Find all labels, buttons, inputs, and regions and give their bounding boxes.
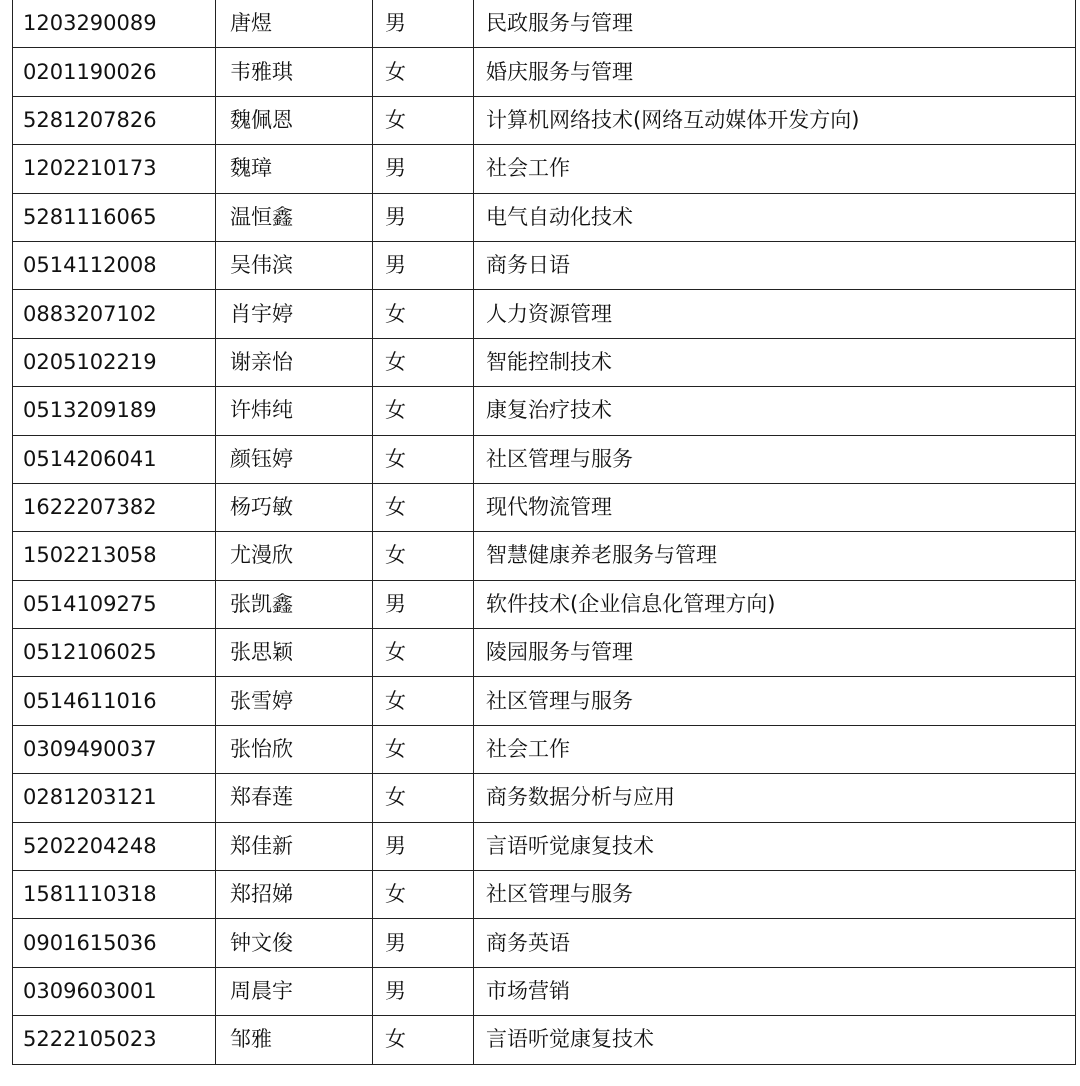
major-cell: 电气自动化技术 [474,193,1076,241]
gender-cell: 女 [373,387,474,435]
major-cell: 商务英语 [474,919,1076,967]
student-name-cell: 邹雅 [216,1016,373,1064]
table-row [13,435,1076,483]
gender-cell: 女 [373,290,474,338]
student-name-cell: 唐煜 [216,0,373,48]
gender-cell: 男 [373,580,474,628]
table-row [13,290,1076,338]
major-cell: 智慧健康养老服务与管理 [474,532,1076,580]
student-name-cell: 肖宇婷 [216,290,373,338]
table-row [13,241,1076,289]
student-id-cell: 0514112008 [13,241,216,289]
student-id-cell: 1502213058 [13,532,216,580]
table-row [13,145,1076,193]
major-cell: 商务日语 [474,241,1076,289]
table-row [13,193,1076,241]
student-name-cell: 尤漫欣 [216,532,373,580]
student-id-cell: 1202210173 [13,145,216,193]
table-row [13,48,1076,96]
student-name-cell: 张思颖 [216,629,373,677]
student-id-cell: 0512106025 [13,629,216,677]
gender-cell: 男 [373,967,474,1015]
student-id-cell: 0901615036 [13,919,216,967]
student-id-cell: 1581110318 [13,871,216,919]
student-name-cell: 张凯鑫 [216,580,373,628]
table-row [13,774,1076,822]
major-cell: 社会工作 [474,145,1076,193]
gender-cell: 女 [373,532,474,580]
student-name-cell: 颜钰婷 [216,435,373,483]
major-cell: 社会工作 [474,725,1076,773]
student-table-body [13,0,1076,1064]
gender-cell: 女 [373,629,474,677]
student-name-cell: 许炜纯 [216,387,373,435]
gender-cell: 女 [373,96,474,144]
gender-cell: 男 [373,919,474,967]
table-row [13,532,1076,580]
student-id-cell: 0309490037 [13,725,216,773]
table-row [13,822,1076,870]
major-cell: 软件技术(企业信息化管理方向) [474,580,1076,628]
major-cell: 市场营销 [474,967,1076,1015]
student-id-cell: 0514109275 [13,580,216,628]
student-name-cell: 谢亲怡 [216,338,373,386]
major-cell: 婚庆服务与管理 [474,48,1076,96]
gender-cell: 女 [373,774,474,822]
table-row [13,725,1076,773]
student-name-cell: 张雪婷 [216,677,373,725]
gender-cell: 女 [373,677,474,725]
table-row [13,919,1076,967]
student-name-cell: 钟文俊 [216,919,373,967]
student-id-cell: 0201190026 [13,48,216,96]
student-name-cell: 张怡欣 [216,725,373,773]
student-id-cell: 0514611016 [13,677,216,725]
student-name-cell: 温恒鑫 [216,193,373,241]
student-id-cell: 5281116065 [13,193,216,241]
student-name-cell: 郑佳新 [216,822,373,870]
student-name-cell: 韦雅琪 [216,48,373,96]
table-row [13,338,1076,386]
student-id-cell: 5222105023 [13,1016,216,1064]
gender-cell: 男 [373,145,474,193]
student-id-cell: 0883207102 [13,290,216,338]
major-cell: 言语听觉康复技术 [474,1016,1076,1064]
student-id-cell: 0281203121 [13,774,216,822]
gender-cell: 女 [373,435,474,483]
major-cell: 计算机网络技术(网络互动媒体开发方向) [474,96,1076,144]
student-id-cell: 5281207826 [13,96,216,144]
gender-cell: 女 [373,338,474,386]
table-row [13,580,1076,628]
student-id-cell: 0514206041 [13,435,216,483]
table-row [13,387,1076,435]
gender-cell: 女 [373,871,474,919]
major-cell: 智能控制技术 [474,338,1076,386]
table-row [13,629,1076,677]
gender-cell: 男 [373,822,474,870]
major-cell: 民政服务与管理 [474,0,1076,48]
table-row [13,967,1076,1015]
student-table [12,0,1076,1065]
student-name-cell: 魏佩恩 [216,96,373,144]
student-name-cell: 吴伟滨 [216,241,373,289]
major-cell: 陵园服务与管理 [474,629,1076,677]
student-name-cell: 郑春莲 [216,774,373,822]
table-row [13,677,1076,725]
major-cell: 社区管理与服务 [474,677,1076,725]
table-row [13,1016,1076,1064]
student-id-cell: 0205102219 [13,338,216,386]
student-id-cell: 5202204248 [13,822,216,870]
student-name-cell: 周晨宇 [216,967,373,1015]
gender-cell: 女 [373,48,474,96]
table-row [13,96,1076,144]
major-cell: 康复治疗技术 [474,387,1076,435]
gender-cell: 男 [373,0,474,48]
student-id-cell: 0513209189 [13,387,216,435]
student-id-cell: 1622207382 [13,483,216,531]
student-table-container [12,0,1075,1065]
gender-cell: 男 [373,193,474,241]
major-cell: 社区管理与服务 [474,871,1076,919]
table-row [13,0,1076,48]
gender-cell: 女 [373,483,474,531]
gender-cell: 女 [373,1016,474,1064]
student-name-cell: 郑招娣 [216,871,373,919]
major-cell: 人力资源管理 [474,290,1076,338]
table-row [13,871,1076,919]
table-row [13,483,1076,531]
student-id-cell: 1203290089 [13,0,216,48]
major-cell: 言语听觉康复技术 [474,822,1076,870]
major-cell: 商务数据分析与应用 [474,774,1076,822]
major-cell: 社区管理与服务 [474,435,1076,483]
student-name-cell: 杨巧敏 [216,483,373,531]
major-cell: 现代物流管理 [474,483,1076,531]
gender-cell: 女 [373,725,474,773]
gender-cell: 男 [373,241,474,289]
student-id-cell: 0309603001 [13,967,216,1015]
student-name-cell: 魏璋 [216,145,373,193]
